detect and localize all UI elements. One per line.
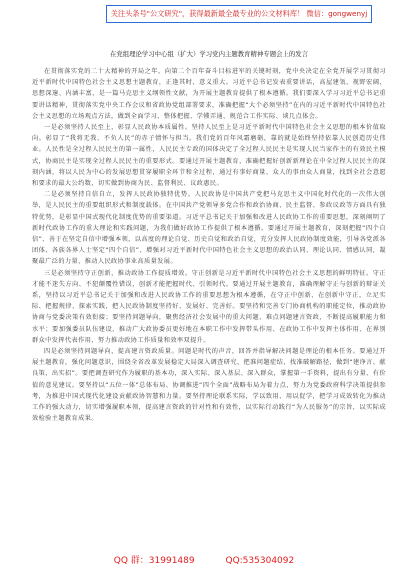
paragraph-1: 一是必须坚持人民至上，彰显人民政协本质属性。坚持人民至上是习近平新时代中国特色社会主义思想的根本价值取向。彰显了“我将无我、不负人民”的赤子情怀与担当。我们党的百年风霜磨砺，靠的就是始终坚持依靠人民创造历史伟业。人民性是全过程人民民主的第一属性，人民民主专政的国体决定了全过程人民民主是实现人民当家作主的有效民主模式，协商民主是实现全过程人民民主的重要形式。要通过开展主题教育，准确把握好创新新理论在中全过程人民民主的深刻内涵，将以人民为中心的发展思想贯穿履职全环节和全过程，通过有事好商量、众人的事由众人商量，找到全社会意愿和要求的最大公约数，切实做到协商为民、监督利民、议政惠民。 — [32, 124, 386, 188]
paragraph-intro: 在贯彻落实党的二十大精神的开局之年，向第二个百年奋斗目标进军的关键时刻，党中央决定在全党开展学习贯彻习近平新时代中国特色社会主义思想主题教育，正逢其时、意义重大。习近平总书记发表重要讲话，高屋建瓴、视野宏阔、思想深邃、内涵丰富，是一篇马克思主义纲领性文献，为开展主题教育提供了根本遵循。我们要深入学习习近平总书记重要讲话精神，贯彻落实党中央工作会议和省政协党组部署要求，准确把握“大个必须坚持”在内的习近平新时代中国特色社会主义思想的立场观点方法，做到全面学习、整体把握、学懂弄通、规范合工作实际、谈几点体会。 — [32, 68, 386, 120]
footer-contact — [0, 553, 408, 566]
promo-banner-text: 关注头条号"公文研究"，获得最新最全最专业的公文材料库！ 微信：gongwenyj — [110, 9, 368, 18]
paragraph-2: 二是必须坚持自信自立，发挥人民政协独特优势。人民政协是中国共产党把马克思主义中国化时代化的一次伟大创举，是人民民主的重要组织形式和制度载体。在中国共产党领导多党合作和政治协商、民主监督、参政议政等方面具有独特优势，是彰显中国式现代化制度优势的重要渠道。习近平总书记关于加强和改进人民政协工作的重要思想，深刻阐明了新时代政协工作的重大理论和实践问题，为我们做好政协工作提供了根本遵循。要通过开展主题教育，深刻把握“四个自信”、善于在坚定自信中增强本领，以高度的理论自觉、历史自觉和政治自觉，充分发挥人民政协制度效能，引导各党派各团体、各族各界人士坚定“四个自信”、增强对习近平新时代中国特色社会主义思想的政治认同、理论认同、情感认同，凝聚最广泛的力量，推动人民政协事业高质量发展。 — [32, 191, 386, 266]
footer-qq-group: QQ 群：31991489 — [113, 556, 195, 566]
document-body — [32, 36, 386, 425]
footer-qq-contact: QQ:535304092 — [225, 556, 295, 566]
promo-banner — [106, 5, 372, 23]
document-title: 在党组理论学习中心组（扩大）学习党内主题教育精神专题会上的发言 — [109, 50, 309, 58]
paragraph-4: 四是必须坚持问题导向，提高建言资政质量。问题是时代的声音，回答并指导解决问题是理论的根本任务。要通过开展主题教育，强化问题意识，围绕全省改革发展稳定大局深入调查研究，把准问题症结，找准破解路径，做到“建诤言、献良策、出实招”。要把调查研究作为履职的基本功，深入实际、深入基层、深入群众，掌握第一手资料，提出有分量、有价值的意见建议。要坚持以“五位一体”总体布局、协调推进“四个全面”战略布局为着力点，努力为党委政府科学决策提供参考，为推进中国式现代化建设贡献政协智慧和力量。要坚持理论联系实际，学以致用、用以促学，把学习成效转化为推动工作的强大动力，切实增强履职本领，提高建言资政的针对性和有效性，以实际行动践行“为人民服务”的宗旨，以实际成效检验主题教育成果。 — [32, 348, 386, 423]
paragraph-3: 三是必须坚持守正创新，推动政协工作提质增效。守正创新是习近平新时代中国特色社会主义思想的鲜明特征。守正才能不迷失方向、不犯颠覆性错误，创新才能把握时代、引领时代。要通过开展主题教育，准确理解守正与创新的辩证关系，坚持以习近平总书记关于加强和改进人民政协工作的重要思想为根本遵循，在守正中创新、在创新中守正，立足实际、把握规律、探索实践，把人民政协制度坚持好、发展好、完善好。要坚持和完善专门协商机构的职能定位，推动政协协商与党委决策有效衔接；要坚持问题导向，聚焦经济社会发展中的重大问题、难点问题建言资政，不断提高履职能力和水平；要加强委员队伍建设，推动广大政协委员更好地在本职工作中发挥带头作用、在政协工作中发挥主体作用、在界别群众中发挥代表作用，努力推动政协工作质量和效率双提升。 — [32, 269, 386, 344]
